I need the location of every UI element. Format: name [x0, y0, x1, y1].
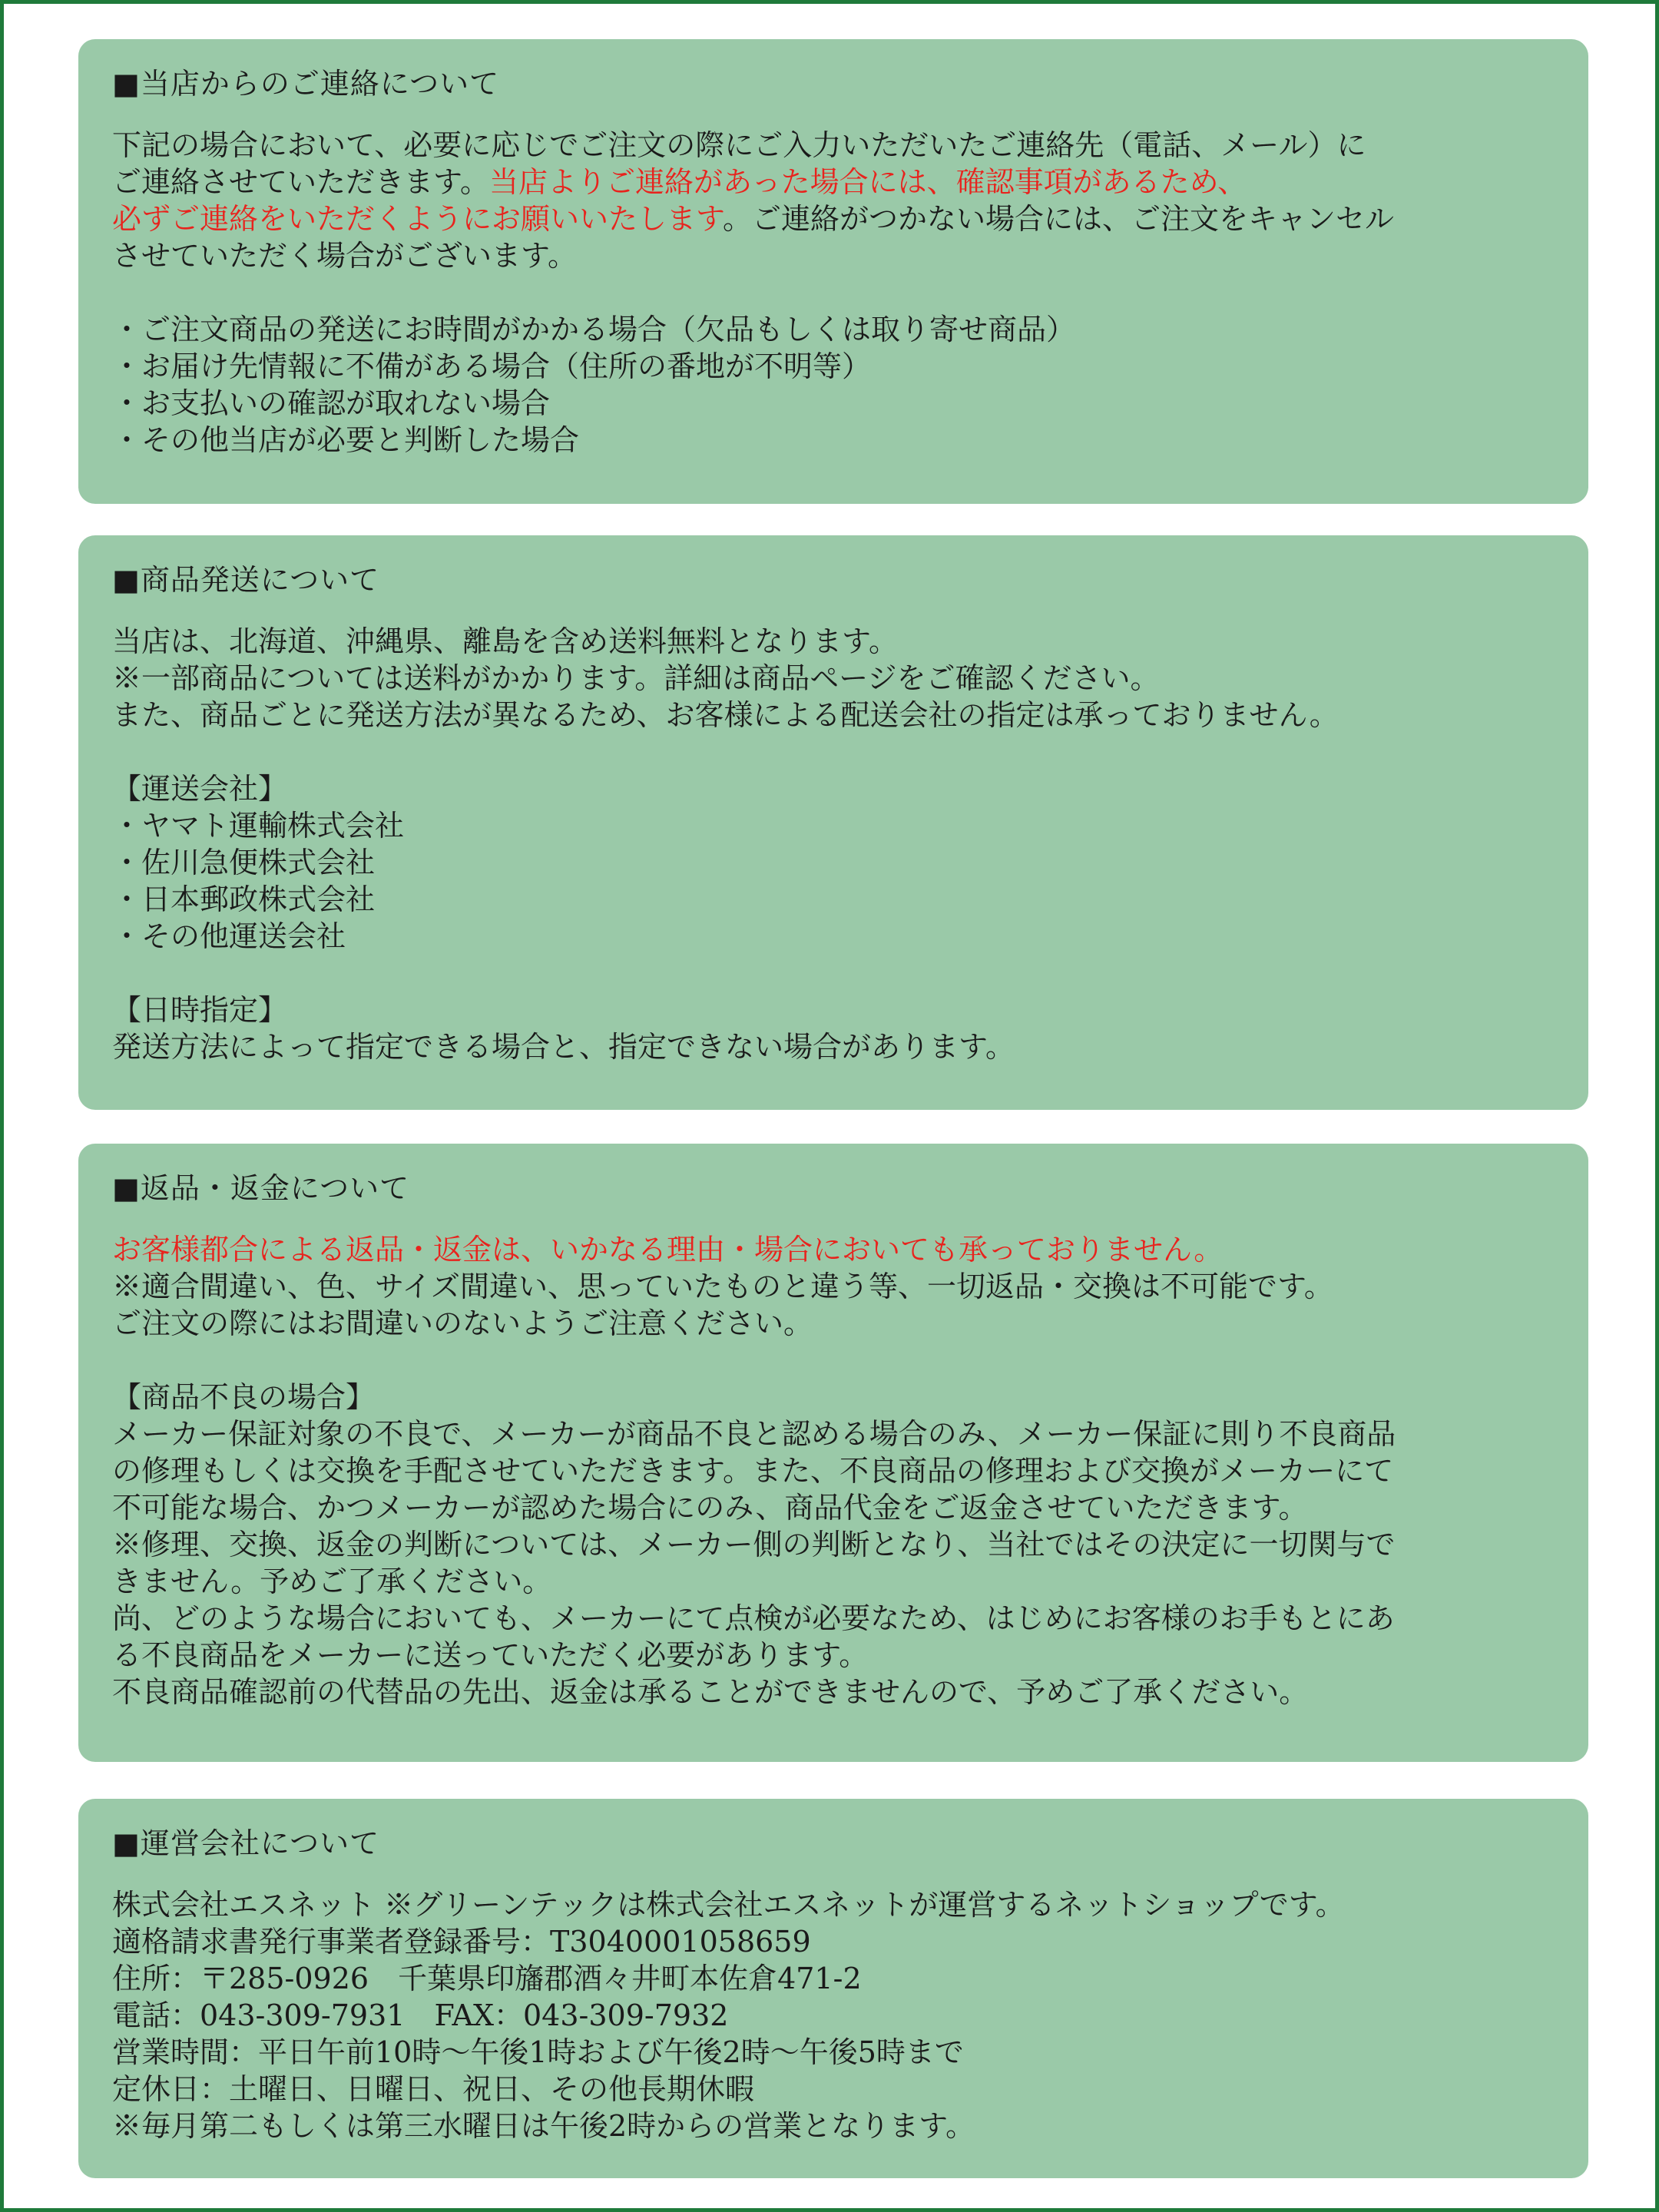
company-section	[78, 1799, 1588, 2178]
company-phone-fax: 電話：043-309-7931 FAX：043-309-7932	[112, 1998, 729, 2032]
contact-highlight-text: 当店よりご連絡があった場合には、確認事項があるため、	[488, 164, 1247, 199]
datetime-info	[112, 992, 1555, 1065]
returns-line: ※適合間違い、色、サイズ間違い、思っていたものと違う等、一切返品・交換は不可能です。	[112, 1269, 1333, 1303]
list-item: ・その他当店が必要と判断した場合	[112, 422, 580, 457]
carriers-title: 【運送会社】	[112, 771, 288, 806]
company-info	[112, 1886, 1555, 2144]
defect-line: メーカー保証対象の不良で、メーカーが商品不良と認める場合のみ、メーカー保証に則り不良商品	[112, 1416, 1396, 1451]
contact-intro-line: 下記の場合において、必要に応じでご注文の際にご入力いただいたご連絡先（電話、メール）に	[112, 127, 1366, 162]
shipping-section	[78, 535, 1588, 1110]
spacer	[112, 1342, 1555, 1379]
contact-case-list	[112, 311, 1555, 459]
spacer	[112, 955, 1555, 992]
contact-intro-line	[112, 200, 1555, 237]
defect-line: 尚、どのような場合においても、メーカーにて点検が必要なため、はじめにお客様のお手もとにあ	[112, 1601, 1395, 1635]
defect-line: きません。予めご了承ください。	[112, 1564, 552, 1598]
defect-info	[112, 1379, 1555, 1710]
contact-intro-text: 。ご連絡がつかない場合には、ご注文をキャンセル	[722, 201, 1394, 236]
list-item: ・お届け先情報に不備がある場合（住所の番地が不明等）	[112, 349, 872, 383]
defect-line: る不良商品をメーカーに送っていただく必要があります。	[112, 1637, 869, 1672]
company-name-line: 株式会社エスネット ※グリーンテックは株式会社エスネットが運営するネットショップです。	[112, 1887, 1345, 1922]
defect-line: ※修理、交換、返金の判断については、メーカー側の判断となり、当社ではその決定に一切関与で	[112, 1527, 1396, 1561]
contact-intro	[112, 127, 1555, 274]
spacer	[112, 274, 1555, 311]
list-item: ・ご注文商品の発送にお時間がかかる場合（欠品もしくは取り寄せ商品）	[112, 312, 1076, 346]
wednesday-note: ※毎月第二もしくは第三水曜日は午後2時からの営業となります。	[112, 2108, 975, 2143]
shipping-line: ※一部商品については送料がかかります。詳細は商品ページをご確認ください。	[112, 661, 1160, 695]
defect-title: 【商品不良の場合】	[112, 1379, 376, 1414]
returns-section	[78, 1144, 1588, 1762]
spacer	[112, 733, 1555, 770]
shipping-line: また、商品ごとに発送方法が異なるため、お客様による配送会社の指定は承っておりません。	[112, 697, 1339, 732]
registration-number: 適格請求書発行事業者登録番号：T3040001058659	[112, 1924, 811, 1959]
returns-info	[112, 1231, 1555, 1342]
contact-highlight-text: 必ずご連絡をいただくようにお願いいたします	[112, 201, 723, 236]
defect-line: 不良商品確認前の代替品の先出、返金は承ることができませんので、予めご了承ください。	[112, 1674, 1309, 1709]
list-item: ・佐川急便株式会社	[112, 845, 376, 879]
returns-line: ご注文の際にはお間違いのないようご注意ください。	[112, 1306, 813, 1340]
contact-heading: ■当店からのご連絡について	[112, 67, 500, 101]
returns-warning: お客様都合による返品・返金は、いかなる理由・場合においても承っておりません。	[112, 1232, 1224, 1267]
shipping-line: 当店は、北海道、沖縄県、離島を含め送料無料となります。	[112, 624, 898, 658]
datetime-text: 発送方法によって指定できる場合と、指定できない場合があります。	[112, 1029, 1015, 1064]
company-heading: ■運営会社について	[112, 1826, 380, 1860]
defect-line: 不可能な場合、かつメーカーが認めた場合にのみ、商品代金をご返金させていただきます。	[112, 1490, 1308, 1525]
defect-line: の修理もしくは交換を手配させていただきます。また、不良商品の修理および交換がメーカーにて	[112, 1453, 1394, 1488]
contact-intro-line	[112, 164, 1555, 200]
list-item: ・ヤマト運輸株式会社	[112, 808, 405, 843]
contact-intro-text: ご連絡させていただきます。	[112, 164, 489, 199]
contact-intro-line: させていただく場合がございます。	[112, 238, 577, 273]
shipping-heading: ■商品発送について	[112, 563, 380, 597]
contact-section	[78, 39, 1588, 504]
list-item: ・その他運送会社	[112, 919, 346, 953]
returns-heading: ■返品・返金について	[112, 1171, 410, 1205]
list-item: ・お支払いの確認が取れない場合	[112, 386, 551, 420]
shipping-info	[112, 623, 1555, 733]
list-item: ・日本郵政株式会社	[112, 882, 376, 916]
business-hours: 営業時間：平日午前10時～午後1時および午後2時～午後5時まで	[112, 2035, 964, 2069]
company-address: 住所：〒285-0926 千葉県印旛郡酒々井町本佐倉471-2	[112, 1961, 862, 1995]
datetime-title: 【日時指定】	[112, 992, 288, 1027]
holidays: 定休日：土曜日、日曜日、祝日、その他長期休暇	[112, 2071, 755, 2106]
carrier-list	[112, 770, 1555, 955]
